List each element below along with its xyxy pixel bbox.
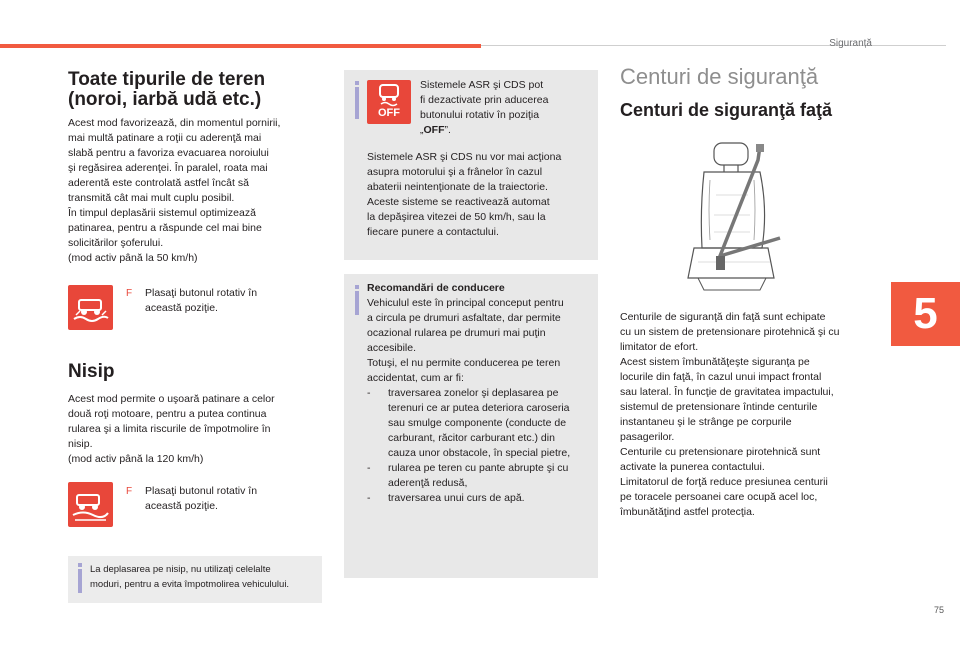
terrain-title-line: Toate tipurile de teren — [68, 69, 266, 90]
text-line: accesibile. — [367, 342, 417, 354]
text-line: instantaneu şi le strânge pe corpurile — [620, 416, 792, 428]
text-line: - traversarea zonelor şi deplasarea pe — [388, 387, 559, 399]
text-line: cu un sistem de pretensionare pirotehnică şi cu — [620, 326, 840, 338]
info-dot-icon — [78, 563, 82, 567]
text-line: aderentă este controlată astfel încât să — [68, 177, 249, 189]
text-line: În timpul deplasării sistemul optimizează — [68, 207, 256, 219]
text-line: (mod activ până la 120 km/h) — [68, 453, 204, 465]
text-line: patinarea, pentru a răspunde cel mai bine — [68, 222, 262, 234]
arrow-icon: F — [126, 288, 133, 299]
asr-intro — [420, 78, 590, 138]
text-line: Acest mod favorizează, din momentul pornirii, — [68, 117, 281, 129]
header-accent-bar — [0, 44, 481, 48]
text-line: Sistemele ASR şi CDS nu vor mai acţiona — [367, 151, 562, 163]
text-line: (mod activ până la 50 km/h) — [68, 252, 198, 264]
text-line: transmită cât mai mult cuplu posibil. — [68, 192, 235, 204]
info-dot-icon — [355, 81, 359, 85]
list-item — [367, 491, 595, 506]
text-line: Centurile de siguranţă din faţă sunt echipate — [620, 311, 826, 323]
text-line: pasagerilor. — [620, 431, 675, 443]
off-word: OFF — [423, 124, 445, 136]
mud-terrain-icon — [68, 285, 113, 330]
text-line: fiecare punere a contactului. — [367, 226, 499, 238]
arrow-icon: F — [126, 486, 133, 497]
asr-description — [367, 150, 595, 240]
text-line — [420, 123, 590, 138]
section-title: Siguranță — [829, 38, 872, 49]
text-line: şi regăsirea aderenţei. În paralel, roata mai — [68, 162, 268, 174]
seat-belt-description — [620, 310, 882, 520]
text-line: locurile din faţă, în cazul unui impact frontal — [620, 371, 822, 383]
text-line: aderenţă redusă, — [388, 477, 468, 489]
text-line: rularea şi a limita riscurile de împotmolire în — [68, 423, 271, 435]
text-line: Sistemele ASR şi CDS pot — [420, 79, 544, 91]
text-line: nisip. — [68, 438, 93, 450]
driving-list — [367, 386, 595, 506]
text-line: carburant, răcitor carburant etc.) din — [388, 432, 555, 444]
text-line: Plasaţi butonul rotativ în — [145, 485, 258, 497]
page-title: Centuri de siguranţă — [620, 64, 819, 89]
info-dot-icon — [355, 285, 359, 289]
text-line: Totuşi, el nu permite conducerea pe teren — [367, 357, 561, 369]
quote-close: ”. — [444, 124, 451, 136]
text-line: abaterii neintenţionate de la traiectorie. — [367, 181, 548, 193]
sand-title: Nisip — [68, 361, 115, 382]
text-line: asupra motorului şi a frânelor în cazul — [367, 166, 543, 178]
terrain-description — [68, 116, 328, 266]
text-line: sau lateral. În funcţie de gravitatea impactului, — [620, 386, 834, 398]
text-line: a circula pe drumuri asfaltate, dar permite — [367, 312, 561, 324]
text-line: La deplasarea pe nisip, nu utilizaţi celelalte — [90, 564, 271, 575]
terrain-title-line: (noroi, iarbă udă etc.) — [68, 89, 262, 110]
text-line: Acest sistem îmbunătăţeşte siguranţa pe — [620, 356, 810, 368]
text-line: această poziţie. — [145, 302, 218, 314]
text-line: cauza unor obstacole, în special pietre, — [388, 447, 571, 459]
info-icon — [355, 291, 359, 315]
info-icon — [78, 569, 82, 593]
text-line: fi dezactivate prin aducerea — [420, 94, 549, 106]
off-label: OFF — [378, 107, 400, 119]
text-line: Acest mod permite o uşoară patinare a celor — [68, 393, 275, 405]
info-icon — [355, 87, 359, 119]
list-item — [367, 386, 595, 461]
section-subtitle: Centuri de siguranţă faţă — [620, 100, 833, 120]
driving-title: Recomandări de conducere — [367, 282, 505, 294]
text-line: limitator de efort. — [620, 341, 699, 353]
text-line: accidentat, cum ar fi: — [367, 372, 464, 384]
terrain-instruction — [145, 286, 295, 316]
sand-terrain-icon — [68, 482, 113, 527]
text-line: îmbunătăţind astfel protecţia. — [620, 506, 755, 518]
text-line: mai multă patinare a roţii cu aderenţă mai — [68, 132, 262, 144]
text-line: această poziţie. — [145, 500, 218, 512]
text-line: pe toracele persoanei care ocupă acel loc, — [620, 491, 818, 503]
text-line: sau smulge componente (conducte de — [388, 417, 567, 429]
text-line: două roţi motoare, pentru a putea continua — [68, 408, 267, 420]
text-line: Limitatorul de forţă reduce presiunea centurii — [620, 476, 828, 488]
esp-off-icon — [367, 80, 411, 124]
sand-description — [68, 392, 328, 467]
text-line: ocazional rularea pe drumuri mai puţin — [367, 327, 546, 339]
sand-instruction — [145, 484, 295, 514]
text-line: - traversarea unui curs de apă. — [388, 492, 525, 504]
seat-belt-illustration — [676, 140, 796, 300]
driving-advice — [367, 281, 595, 506]
sand-note-text — [90, 562, 322, 592]
header-rule — [481, 45, 946, 46]
text-line: - rularea pe teren cu pante abrupte şi cu — [388, 462, 569, 474]
text-line: Vehiculul este în principal conceput pentru — [367, 297, 564, 309]
page-number: 75 — [934, 605, 945, 615]
text-line: solicitărilor şoferului. — [68, 237, 164, 249]
list-item — [367, 461, 595, 491]
text-line: Aceste sisteme se reactivează automat — [367, 196, 550, 208]
text-line: Plasaţi butonul rotativ în — [145, 287, 258, 299]
terrain-title — [68, 70, 265, 110]
text-line: la depăşirea vitezei de 50 km/h, sau la — [367, 211, 546, 223]
text-line: Centurile cu pretensionare pirotehnică sunt — [620, 446, 821, 458]
text-line: butonului rotativ în poziţia — [420, 109, 540, 121]
quote-open: „ — [420, 124, 424, 136]
chapter-tab: 5 — [891, 282, 960, 346]
text-line: activate la punerea contactului. — [620, 461, 765, 473]
text-line: slabă pentru a favoriza evacuarea noroiului — [68, 147, 269, 159]
text-line: sistemul de pretensionare întinde centurile — [620, 401, 818, 413]
text-line: terenuri ce ar putea deteriora caroseria — [388, 402, 570, 414]
text-line: moduri, pentru a evita împotmolirea vehiculului. — [90, 579, 290, 590]
